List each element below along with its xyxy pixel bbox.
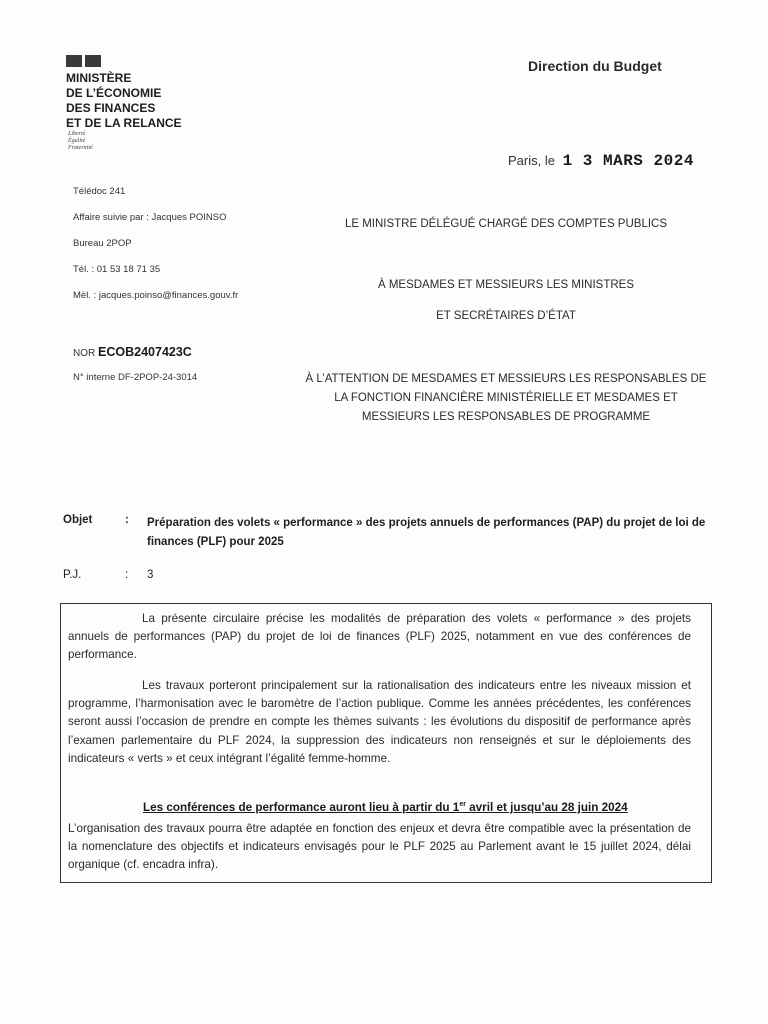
date-line: [508, 152, 694, 170]
marianne-logo: [66, 55, 104, 69]
nor-label: NOR: [73, 348, 96, 359]
nor-reference: [73, 345, 192, 359]
pj-colon: :: [125, 569, 129, 581]
ministry-line: ET DE LA RELANCE: [66, 116, 182, 130]
contact-email: Mèl. : jacques.poinso@finances.gouv.fr: [73, 290, 239, 301]
direction-title: Direction du Budget: [528, 58, 662, 74]
summary-paragraph-1: [68, 610, 691, 665]
objet-label: Objet: [63, 514, 93, 526]
recipient-line-1: À MESDAMES ET MESSIEURS LES MINISTRES: [377, 279, 635, 291]
highlight-superscript: er: [459, 801, 466, 809]
logo-block-right: [85, 55, 101, 67]
objet-text: Préparation des volets « performance » des projets annuels de performances (PAP) du projet de loi de finances (PLF) pour 2025: [147, 517, 706, 548]
summary-paragraph-2-text: Les travaux porteront principalement sur la rationalisation des indicateurs entre les niveaux mission et programme, l’harmonisation avec le baromètre de l’action publique. Comme les années précédentes, les conférences seront aussi l’occasion de prendre en compte les thèmes suivants : les évolutions du dispositif de performance après l’examen parlementaire du PLF 2024, la suppression des indicateurs non renseignés et sur le déploiements des indicateurs « verts » et ceux intégrant l’égalité femme-homme.: [68, 679, 691, 765]
ministry-name: [66, 71, 182, 131]
ministry-line: MINISTÈRE: [66, 71, 132, 85]
ministry-line: DES FINANCES: [66, 101, 156, 115]
nor-value: ECOB2407423C: [98, 345, 192, 359]
motto-line: Fraternité: [68, 145, 93, 151]
date-stamp: 1 3 MARS 2024: [562, 152, 694, 170]
contact-teledoc: Télédoc 241: [73, 186, 126, 197]
contact-bureau: Bureau 2POP: [73, 238, 132, 249]
highlight-text-start: Les conférences de performance auront lieu à partir du 1: [143, 801, 460, 814]
summary-paragraph-3: L’organisation des travaux pourra être adaptée en fonction des enjeux et devra être compatible avec la présentation de la nomenclature des objectifs et indicateurs envisagés pour le PLF 2025 au Parlement avant le 15 juillet 2024, délai organique (cf. encadra infra).: [68, 822, 691, 872]
logo-block-left: [66, 55, 82, 67]
sender-title: LE MINISTRE DÉLÉGUÉ CHARGÉ DES COMPTES PUBLICS: [344, 218, 668, 230]
motto-line: Liberté: [68, 131, 86, 137]
ministry-line: DE L’ÉCONOMIE: [66, 86, 162, 100]
conference-dates-highlight: [143, 801, 628, 814]
contact-affaire: Affaire suivie par : Jacques POINSO: [73, 212, 227, 223]
pj-value: 3: [147, 569, 154, 581]
contact-phone: Tél. : 01 53 18 71 35: [73, 264, 161, 275]
attention-block: À L’ATTENTION DE MESDAMES ET MESSIEURS LES RESPONSABLES DE LA FONCTION FINANCIÈRE MINISTÉRIELLE ET MESDAMES ET MESSIEURS LES RESPONSABLES DE PROGRAMME: [305, 373, 707, 423]
summary-paragraph-1-text: La présente circulaire précise les modalités de préparation des volets « performance » des projets annuels de performances (PAP) du projet de loi de finances (PLF) 2025, notamment en vue des conférences de performance.: [68, 612, 691, 662]
objet-colon: :: [125, 514, 129, 526]
summary-paragraph-2: [68, 677, 691, 768]
date-prefix: Paris, le: [508, 153, 555, 168]
pj-label: P.J.: [63, 569, 82, 581]
internal-number: N° interne DF-2POP-24-3014: [73, 372, 198, 383]
highlight-text-end: avril et jusqu’au 28 juin 2024: [465, 801, 628, 814]
republic-motto: [68, 131, 93, 152]
recipient-line-2: ET SECRÉTAIRES D’ÉTAT: [436, 310, 576, 322]
motto-line: Égalité: [68, 138, 86, 144]
